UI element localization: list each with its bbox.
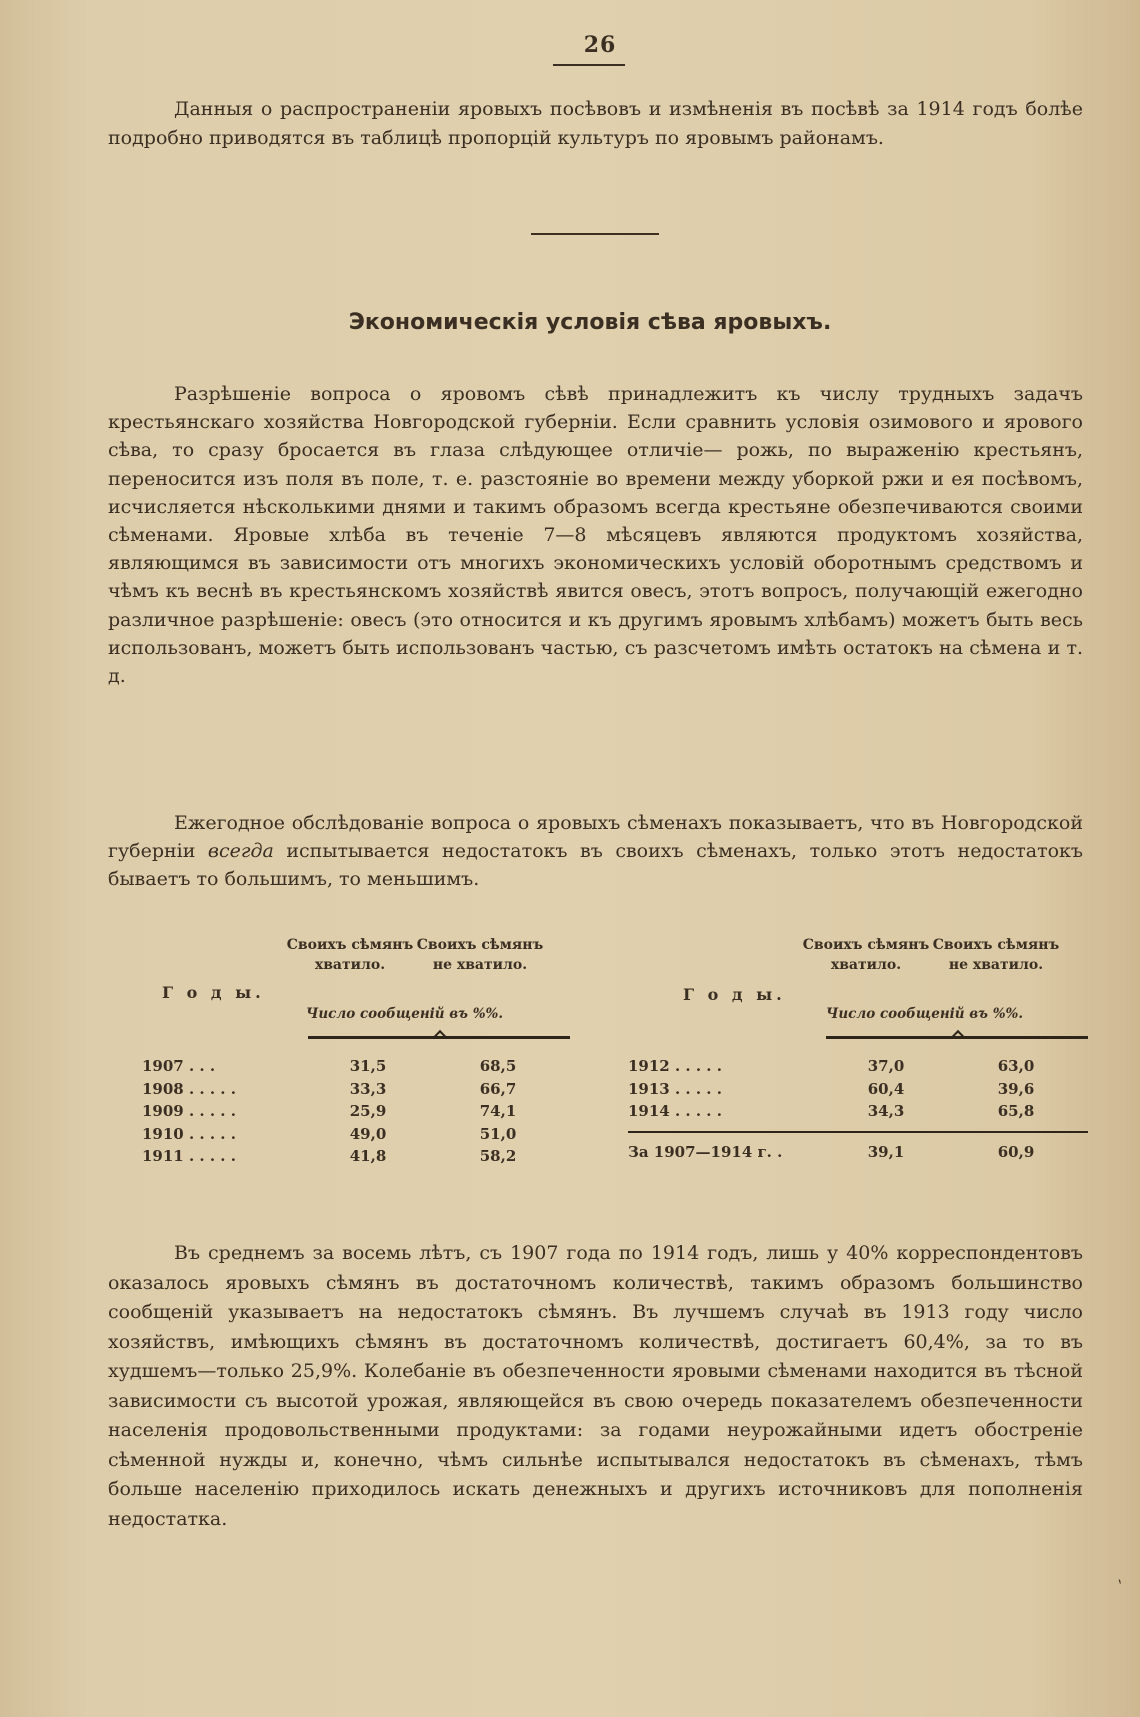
cell-year: 1910 . . . . . bbox=[142, 1124, 236, 1143]
cell-year: 1914 . . . . . bbox=[628, 1102, 722, 1120]
table-row bbox=[130, 1100, 570, 1123]
page-number: 26 bbox=[583, 32, 617, 58]
paragraph-seed-survey-text-2: испытывается недостатокъ въ своихъ сѣменахъ, только этотъ недостатокъ бываетъ то большимъ, то меньшимъ. bbox=[108, 840, 1083, 890]
table-header bbox=[130, 935, 570, 1045]
cell-lacking: 58,2 bbox=[479, 1147, 517, 1165]
header-years: Г о д ы. bbox=[162, 983, 265, 1002]
cell-lacking: 63,0 bbox=[997, 1057, 1035, 1075]
cell-year: 1912 . . . . . bbox=[628, 1057, 722, 1075]
header-count-note: Число сообщеній въ %%. bbox=[826, 1006, 1024, 1022]
header-years: Г о д ы. bbox=[683, 985, 786, 1004]
section-divider bbox=[531, 233, 659, 235]
cell-year: 1911 . . . . . bbox=[142, 1147, 236, 1165]
cell-lacking: 74,1 bbox=[479, 1102, 517, 1120]
cell-enough: 49,0 bbox=[349, 1124, 387, 1143]
cell-enough: 25,9 bbox=[349, 1102, 387, 1120]
paragraph-seed-survey bbox=[108, 809, 1083, 893]
emphasized-word: всегда bbox=[207, 840, 274, 862]
cell-enough: 33,3 bbox=[349, 1079, 387, 1098]
table-row bbox=[130, 1078, 570, 1101]
header-lacking: Своихъ сѣмянъ не хватило. bbox=[416, 937, 544, 973]
cell-year: 1913 . . . . . bbox=[628, 1079, 722, 1098]
table-row bbox=[628, 1100, 1088, 1123]
table-total-row bbox=[628, 1141, 1088, 1164]
cell-enough: 41,8 bbox=[349, 1147, 387, 1165]
header-brace bbox=[308, 1036, 570, 1039]
table-row bbox=[130, 1123, 570, 1146]
header-brace bbox=[826, 1036, 1088, 1039]
table-body bbox=[130, 1055, 570, 1168]
cell-year: За 1907—1914 г. . bbox=[628, 1142, 783, 1161]
paragraph-average: Въ среднемъ за восемь лѣтъ, съ 1907 года по 1914 годъ, лишь у 40% корреспондентовъ оказалось яровыхъ сѣмянъ въ достаточномъ количествѣ, такимъ образомъ большинство сообщеній указываетъ на недостатокъ сѣмянъ. Въ лучшемъ случаѣ въ 1913 году число хозяйствъ, имѣющихъ сѣмянъ въ достаточномъ количествѣ, достигаетъ 60,4%, за то въ худшемъ—только 25,9%. Колебаніе въ обезпеченности яровыми сѣменами находится въ тѣсной зависимости съ высотой урожая, являющейся въ свою очередь показателемъ обезпеченности населенія продовольственными продуктами: за годами неурожайными идетъ обостреніе сѣменной нужды и, конечно, чѣмъ сильнѣе испытывался недостатокъ въ сѣменахъ, тѣмъ больше населенію приходилось искать денежныхъ и другихъ источниковъ для пополненія недостатка. bbox=[108, 1242, 1083, 1530]
cell-year: 1907 . . . bbox=[142, 1057, 216, 1075]
paragraph-sowing-problem: Разрѣшеніе вопроса о яровомъ сѣвѣ принадлежитъ къ числу трудныхъ задачъ крестьянскаго хозяйства Новгородской губерніи. Если сравнить условія озимового и ярового сѣва, то сразу бросается въ глаза слѣдующее отличіе— рожь, по выраженію крестьянъ, переносится изъ поля въ поле, т. е. разстояніе во времени между уборкой ржи и ея посѣвомъ, исчисляется нѣсколькими днями и такимъ образомъ всегда крестьяне обезпечиваются своими сѣменами. Яровые хлѣба въ теченіе 7—8 мѣсяцевъ являются продуктомъ хозяйства, являющимся въ зависимости отъ многихъ экономическихъ условій оборотнымъ средствомъ и чѣмъ къ веснѣ въ крестьянскомъ хозяйствѣ явится овесъ, этотъ вопросъ, получающій ежегодно различное разрѣшеніе: овесъ (это относится и къ другимъ яровымъ хлѣбамъ) можетъ быть весь использованъ, можетъ быть использованъ частью, съ разсчетомъ имѣть остатокъ на сѣмена и т. д. bbox=[108, 383, 1083, 688]
header-lacking: Своихъ сѣмянъ не хватило. bbox=[932, 937, 1060, 973]
cell-enough: 37,0 bbox=[867, 1057, 905, 1075]
table-row bbox=[628, 1078, 1088, 1101]
page-number-underline bbox=[553, 64, 625, 66]
cell-lacking: 66,7 bbox=[479, 1079, 517, 1098]
cell-enough: 39,1 bbox=[867, 1142, 905, 1161]
table-body bbox=[628, 1055, 1088, 1163]
seed-table-right bbox=[628, 935, 1088, 1163]
header-count-note: Число сообщеній въ %%. bbox=[306, 1006, 504, 1022]
table-row bbox=[130, 1145, 570, 1168]
cell-year: 1909 . . . . . bbox=[142, 1102, 236, 1120]
cell-lacking: 39,6 bbox=[997, 1079, 1035, 1098]
cell-lacking: 51,0 bbox=[479, 1124, 517, 1143]
paragraph-seed-survey-text-1: Ежегодное обслѣдованіе вопроса о яровыхъ сѣменахъ показываетъ, что въ Новгородской губерніи bbox=[108, 812, 1083, 862]
table-row bbox=[628, 1055, 1088, 1078]
header-enough: Своихъ сѣмянъ хватило. bbox=[802, 937, 930, 973]
cell-year: 1908 . . . . . bbox=[142, 1079, 236, 1098]
cell-enough: 34,3 bbox=[867, 1102, 905, 1120]
margin-mark: ` bbox=[1108, 1577, 1127, 1600]
cell-lacking: 68,5 bbox=[479, 1057, 517, 1075]
cell-lacking: 60,9 bbox=[997, 1142, 1035, 1161]
total-rule bbox=[628, 1131, 1088, 1133]
seed-table-left bbox=[130, 935, 570, 1168]
header-enough: Своихъ сѣмянъ хватило. bbox=[286, 937, 414, 973]
section-title: Экономическія условія сѣва яровыхъ. bbox=[348, 310, 832, 335]
cell-enough: 31,5 bbox=[349, 1057, 387, 1075]
intro-paragraph: Данныя о распространеніи яровыхъ посѣвовъ и измѣненія въ посѣвѣ за 1914 годъ болѣе подробно приводятся въ таблицѣ пропорцій культуръ по яровымъ районамъ. bbox=[108, 98, 1083, 149]
table-header bbox=[628, 935, 1088, 1045]
cell-lacking: 65,8 bbox=[997, 1102, 1035, 1120]
table-row bbox=[130, 1055, 570, 1078]
cell-enough: 60,4 bbox=[867, 1079, 905, 1098]
